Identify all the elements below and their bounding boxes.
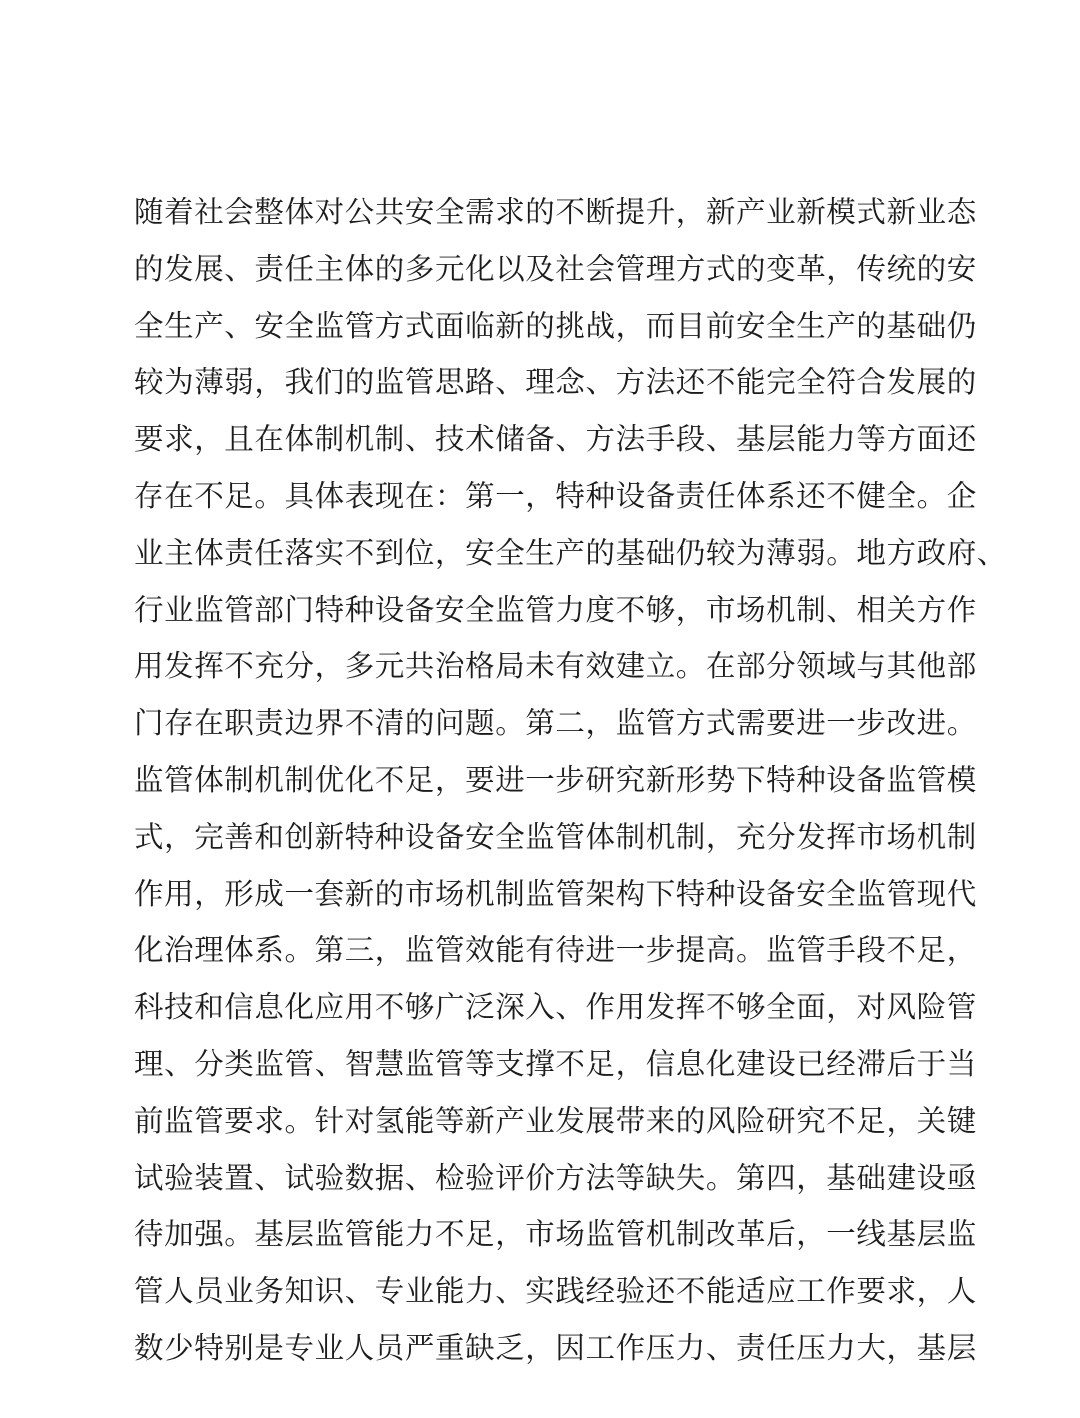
text-line: 理、分类监管、智慧监管等支撑不足，信息化建设已经滞后于当 (134, 1046, 977, 1081)
text-line: 科技和信息化应用不够广泛深入、作用发挥不够全面，对风险管 (134, 990, 977, 1025)
text-line: 式，完善和创新特种设备安全监管体制机制，充分发挥市场机制 (134, 819, 977, 854)
text-line: 业主体责任落实不到位，安全生产的基础仍较为薄弱。地方政府、 (134, 535, 1007, 570)
text-line: 存在不足。具体表现在：第一，特种设备责任体系还不健全。企 (134, 478, 977, 513)
text-line: 行业监管部门特种设备安全监管力度不够，市场机制、相关方作 (134, 592, 977, 627)
text-line: 门存在职责边界不清的问题。第二，监管方式需要进一步改进。 (134, 706, 977, 741)
text-line: 化治理体系。第三，监管效能有待进一步提高。监管手段不足， (134, 933, 977, 968)
text-line: 前监管要求。针对氢能等新产业发展带来的风险研究不足，关键 (134, 1103, 977, 1138)
text-line: 要求，且在体制机制、技术储备、方法手段、基层能力等方面还 (134, 422, 977, 457)
text-line: 的发展、责任主体的多元化以及社会管理方式的变革，传统的安 (134, 251, 977, 286)
text-line: 监管体制机制优化不足，要进一步研究新形势下特种设备监管模 (134, 762, 977, 797)
text-line: 随着社会整体对公共安全需求的不断提升，新产业新模式新业态 (134, 195, 977, 229)
text-line: 试验装置、试验数据、检验评价方法等缺失。第四，基础建设亟 (134, 1160, 977, 1195)
text-line: 较为薄弱，我们的监管思路、理念、方法还不能完全符合发展的 (134, 365, 977, 400)
text-line: 作用，形成一套新的市场机制监管架构下特种设备安全监管现代 (134, 876, 977, 911)
text-line: 数少特别是专业人员严重缺乏，因工作压力、责任压力大，基层 (134, 1330, 977, 1365)
text-line: 待加强。基层监管能力不足，市场监管机制改革后，一线基层监 (134, 1217, 977, 1252)
body-paragraph (134, 184, 1007, 1377)
text-line: 管人员业务知识、专业能力、实践经验还不能适应工作要求，人 (134, 1274, 977, 1309)
text-line: 用发挥不充分，多元共治格局未有效建立。在部分领域与其他部 (134, 649, 977, 684)
text-line: 全生产、安全监管方式面临新的挑战，而目前安全生产的基础仍 (134, 308, 977, 343)
